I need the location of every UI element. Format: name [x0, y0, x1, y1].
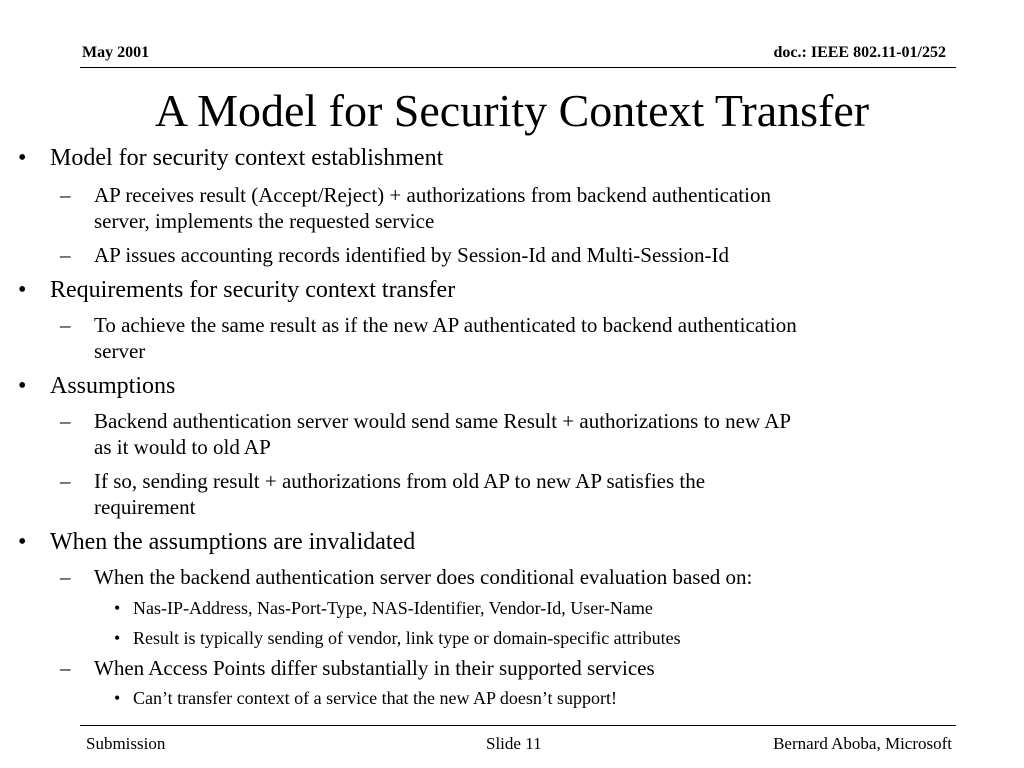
sub-bullet-text: AP issues accounting records identified by Session-Id and Multi-Session-Id	[94, 243, 729, 267]
sub-bullet-text: When the backend authentication server does conditional evaluation based on:	[94, 565, 753, 589]
bullet-marker: •	[18, 529, 27, 555]
sub-bullet-continuation	[0, 494, 1024, 520]
sub-bullet-continuation	[0, 208, 1024, 234]
sub-bullet-text: If so, sending result + authorizations from old AP to new AP satisfies the	[94, 469, 706, 493]
header-rule	[80, 67, 956, 68]
footer-author: Bernard Aboba, Microsoft	[773, 734, 952, 753]
sub-bullet-text: To achieve the same result as if the new AP authenticated to backend authentication	[94, 313, 797, 337]
sub-bullet-text: Backend authentication server would send same Result + authorizations to new AP	[94, 409, 792, 433]
sub-sub-bullet-text: Can’t transfer context of a service that the new AP doesn’t support!	[133, 688, 618, 708]
sub-bullet-item	[0, 655, 1024, 681]
sub-bullet-text: AP receives result (Accept/Reject) + authorizations from backend authentication	[94, 183, 771, 207]
bullet-marker: •	[18, 373, 27, 399]
sub-bullet-continuation	[0, 434, 1024, 460]
sub-bullet-item	[0, 182, 1024, 208]
sub-bullet-text: server, implements the requested service	[94, 209, 435, 233]
dash-marker: –	[60, 469, 71, 493]
bullet-item	[0, 144, 1024, 172]
sub-bullet-item	[0, 242, 1024, 268]
bullet-text: Requirements for security context transfer	[50, 277, 456, 303]
dash-marker: –	[60, 409, 71, 433]
sub-sub-bullet-item	[0, 597, 1024, 619]
bullet-marker: •	[18, 145, 27, 171]
sub-bullet-continuation	[0, 338, 1024, 364]
sub-bullet-text: When Access Points differ substantially in their supported services	[94, 656, 655, 680]
bullet-marker: •	[18, 277, 27, 303]
dash-marker: –	[60, 313, 71, 337]
bullet-text: When the assumptions are invalidated	[50, 529, 416, 555]
bullet-text: Model for security context establishment	[50, 145, 444, 171]
bullet-marker: •	[114, 688, 121, 708]
footer-rule	[80, 725, 956, 726]
slide-content	[0, 140, 1024, 709]
dash-marker: –	[60, 656, 71, 680]
dash-marker: –	[60, 565, 71, 589]
sub-sub-bullet-text: Nas-IP-Address, Nas-Port-Type, NAS-Identifier, Vendor-Id, User-Name	[133, 598, 653, 618]
dash-marker: –	[60, 183, 71, 207]
sub-bullet-item	[0, 564, 1024, 590]
bullet-text: Assumptions	[50, 373, 176, 399]
footer-slide-number: Slide 11	[486, 734, 542, 753]
sub-bullet-item	[0, 468, 1024, 494]
dash-marker: –	[60, 243, 71, 267]
sub-sub-bullet-text: Result is typically sending of vendor, link type or domain-specific attributes	[133, 628, 681, 648]
sub-bullet-item	[0, 408, 1024, 434]
sub-sub-bullet-item	[0, 687, 1024, 709]
sub-bullet-text: server	[94, 339, 146, 363]
bullet-marker: •	[114, 628, 121, 648]
sub-sub-bullet-item	[0, 627, 1024, 649]
header-date: May 2001	[82, 44, 150, 61]
bullet-item	[0, 372, 1024, 400]
sub-bullet-text: requirement	[94, 495, 196, 519]
bullet-item	[0, 528, 1024, 556]
footer-submission: Submission	[86, 734, 166, 753]
sub-bullet-text: as it would to old AP	[94, 435, 271, 459]
slide-title: A Model for Security Context Transfer	[154, 85, 870, 136]
bullet-item	[0, 276, 1024, 304]
header-doc-id: doc.: IEEE 802.11-01/252	[773, 44, 946, 61]
sub-bullet-item	[0, 312, 1024, 338]
bullet-marker: •	[114, 598, 121, 618]
